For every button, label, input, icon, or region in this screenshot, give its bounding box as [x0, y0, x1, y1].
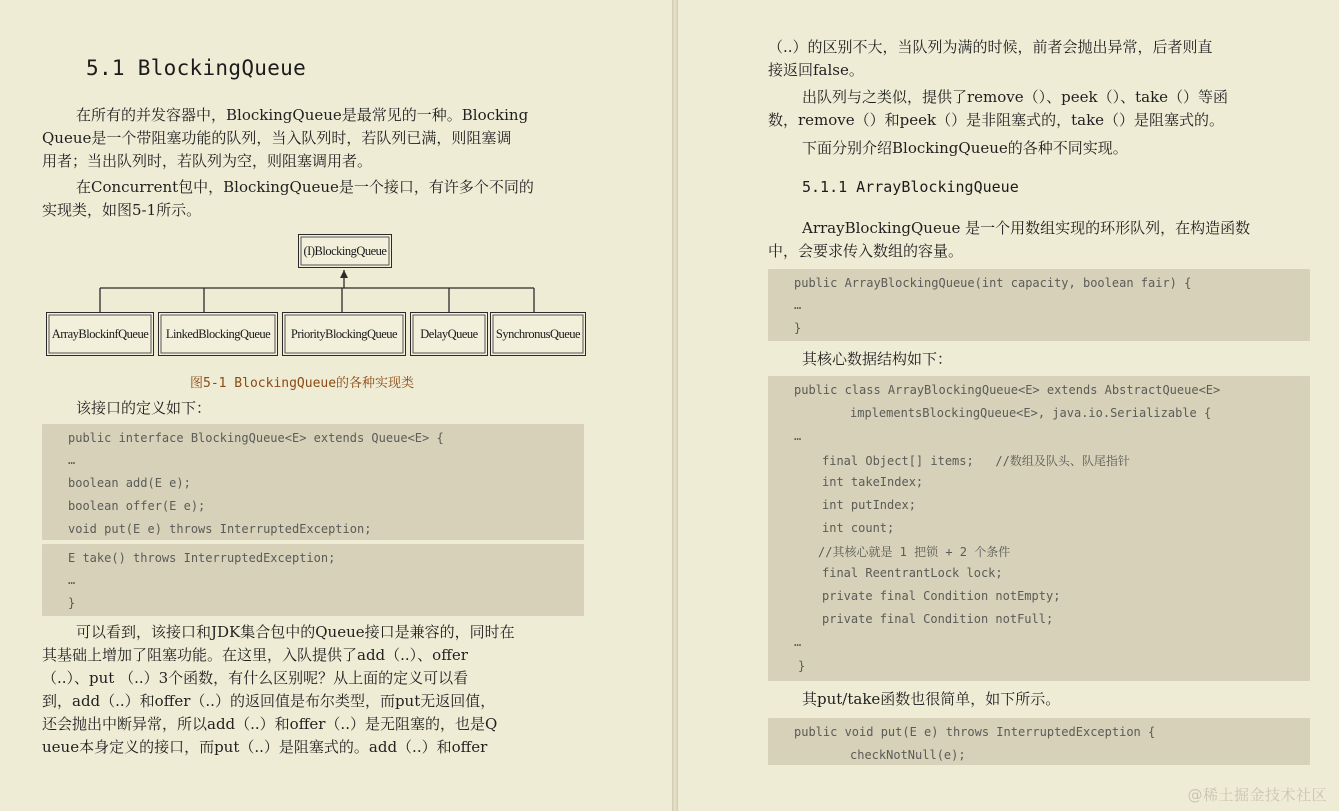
paragraph-dequeue [768, 86, 1308, 132]
diagram-node: PriorityBlockingQueue [282, 312, 406, 356]
text-line: 在Concurrent包中，BlockingQueue是一个接口，有许多个不同的 [76, 178, 534, 196]
diagram-root-node: (I)BlockingQueue [298, 234, 392, 268]
text-line: （..）的区别不大，当队列为满的时候，前者会抛出异常，后者则直 [768, 38, 1213, 56]
text-line: 在所有的并发容器中，BlockingQueue是最常见的一种。Blocking [76, 106, 529, 124]
paragraph-comparison [42, 621, 582, 759]
code-line: … [794, 635, 802, 649]
code-line: public void put(E e) throws InterruptedException { [794, 725, 1156, 739]
code-line: public interface BlockingQueue<E> extends Queue<E> { [68, 431, 444, 445]
code-block [768, 718, 1310, 765]
code-line: final ReentrantLock lock; [822, 566, 1003, 580]
paragraph-array-intro [768, 217, 1308, 263]
paragraph-intro [42, 104, 582, 173]
code-block [768, 269, 1310, 341]
code-line: public class ArrayBlockingQueue<E> extends AbstractQueue<E> [794, 383, 1221, 397]
code-line: … [794, 429, 802, 443]
code-block [768, 376, 1310, 681]
text-line: 接返回false。 [768, 61, 864, 79]
code-line: void put(E e) throws InterruptedException; [68, 522, 372, 536]
text-line: 出队列与之类似，提供了remove（）、peek（）、take（）等函 [802, 88, 1229, 106]
paragraph-put-take [802, 688, 1302, 711]
code-line: public ArrayBlockingQueue(int capacity, boolean fair) { [794, 276, 1192, 290]
text-line: ueue本身定义的接口，而put（..）是阻塞式的。add（..）和offer [42, 738, 488, 756]
diagram-node: DelayQueue [410, 312, 488, 356]
code-line: boolean add(E e); [68, 476, 191, 490]
code-line: … [68, 573, 76, 587]
diagram-node: ArrayBlockinfQueue [46, 312, 154, 356]
text-line: 数，remove（）和peek（）是非阻塞式的，take（）是阻塞式的。 [768, 111, 1225, 129]
paragraph-continued [768, 36, 1308, 82]
right-page [678, 0, 1339, 811]
text-line: ArrayBlockingQueue 是一个用数组实现的环形队列，在构造函数 [802, 219, 1251, 237]
section-heading: 5.1 BlockingQueue [86, 56, 307, 80]
code-block [42, 544, 584, 616]
code-line: … [68, 453, 76, 467]
code-line: boolean offer(E e); [68, 499, 206, 513]
text-line: 下面分别介绍BlockingQueue的各种不同实现。 [802, 139, 1128, 157]
paragraph-interface-intro [76, 397, 576, 420]
paragraph-core-structure [802, 348, 1302, 371]
code-line: } [794, 321, 802, 335]
diagram-node: SynchronusQueue [490, 312, 586, 356]
text-line: （..）、put （..）3个函数，有什么区别呢？从上面的定义可以看 [42, 669, 469, 687]
text-line: 其put/take函数也很简单，如下所示。 [802, 690, 1061, 708]
subsection-heading: 5.1.1 ArrayBlockingQueue [802, 178, 1019, 196]
watermark: @稀土掘金技术社区 [1187, 786, 1327, 804]
code-line: //其核心就是 1 把锁 + 2 个条件 [818, 545, 1011, 559]
text-line: 其核心数据结构如下： [802, 350, 953, 368]
code-line: int takeIndex; [822, 475, 924, 489]
diagram-node: LinkedBlockingQueue [158, 312, 278, 356]
text-line: 其基础上增加了阻塞功能。在这里，入队提供了add（..）、offer [42, 646, 468, 664]
text-line: 用者；当出队列时，若队列为空，则阻塞调用者。 [42, 152, 373, 170]
text-line: 可以看到，该接口和JDK集合包中的Queue接口是兼容的，同时在 [76, 623, 515, 641]
code-block [42, 424, 584, 540]
text-line: 实现类，如图5-1所示。 [42, 201, 202, 219]
code-line: } [68, 596, 76, 610]
code-line: private final Condition notFull; [822, 612, 1054, 626]
paragraph-overview [802, 137, 1302, 160]
text-line: 中，会要求传入数组的容量。 [768, 242, 964, 260]
text-line: 该接口的定义如下： [76, 399, 212, 417]
paragraph-concurrent [42, 176, 582, 222]
text-line: 还会抛出中断异常，所以add（..）和offer（..）是无阻塞的，也是Q [42, 715, 498, 733]
code-line: implementsBlockingQueue<E>, java.io.Serializable { [850, 406, 1212, 420]
code-line: final Object[] items; //数组及队头、队尾指针 [822, 454, 1130, 468]
figure-caption: 图5-1 BlockingQueue的各种实现类 [190, 376, 415, 391]
code-line: checkNotNull(e); [850, 748, 966, 762]
text-line: 到，add（..）和offer（..）的返回值是布尔类型，而put无返回值， [42, 692, 496, 710]
code-line: private final Condition notEmpty; [822, 589, 1061, 603]
code-line: … [794, 298, 802, 312]
code-line: int putIndex; [822, 498, 916, 512]
code-line: int count; [822, 521, 895, 535]
class-hierarchy-diagram [44, 232, 600, 364]
code-line: E take() throws InterruptedException; [68, 551, 336, 565]
code-line: } [798, 659, 806, 673]
text-line: Queue是一个带阻塞功能的队列，当入队列时，若队列已满，则阻塞调 [42, 129, 512, 147]
